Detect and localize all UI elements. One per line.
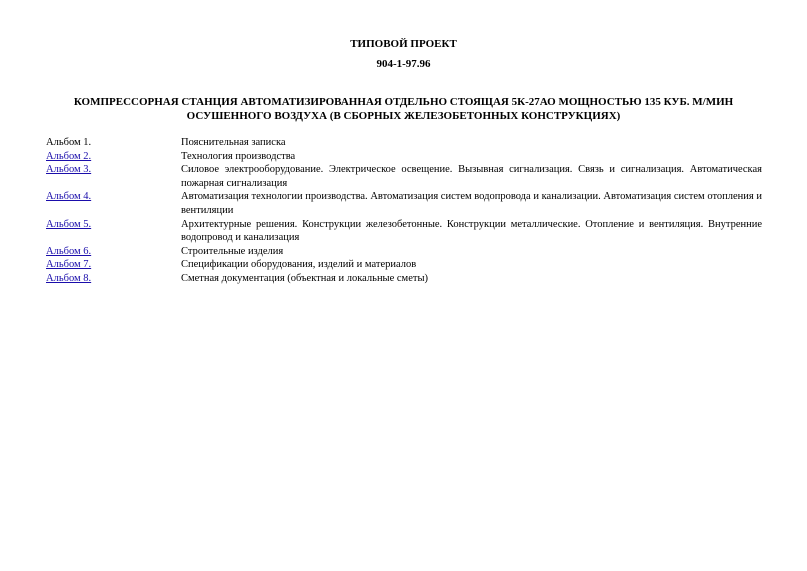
- album-link[interactable]: Альбом 2.: [46, 150, 92, 162]
- album-link[interactable]: Альбом 3.: [46, 164, 92, 176]
- album-row: [46, 136, 762, 150]
- album-link[interactable]: Альбом 8.: [46, 272, 92, 284]
- album-row: [46, 190, 762, 217]
- album-link[interactable]: Альбом 4.: [46, 191, 92, 203]
- album-description: Архитектурные решения. Конструкции железобетонные. Конструкции металлические. Отопление и вентиляция. Внутренние водопровод и канализация: [181, 218, 762, 244]
- document-heading: ТИПОВОЙ ПРОЕКТ: [350, 38, 457, 50]
- album-description: Технология производства: [181, 150, 296, 162]
- album-link[interactable]: Альбом 7.: [46, 259, 92, 271]
- album-description: Сметная документация (объектная и локальные сметы): [181, 272, 429, 284]
- project-number: 904-1-97.96: [376, 58, 431, 70]
- album-description: Автоматизация технологии производства. Автоматизация систем водопровода и канализации. Автоматизация систем отопления и вентиляции: [181, 191, 762, 216]
- album-row: [46, 218, 762, 245]
- album-row: [46, 245, 762, 259]
- album-row: [46, 258, 762, 272]
- album-label: Альбом 1.: [46, 137, 92, 148]
- album-description: Силовое электрооборудование. Электрическое освещение. Вызывная сигнализация. Связь и сигнализация. Автоматическая пожарная сигнализация: [181, 164, 762, 189]
- document-title: КОМПРЕССОРНАЯ СТАНЦИЯ АВТОМАТИЗИРОВАННАЯ ОТДЕЛЬНО СТОЯЩАЯ 5К-27АО МОЩНОСТЬЮ 135 КУБ. М/МИН ОСУШЕННОГО ВОЗДУХА (В СБОРНЫХ ЖЕЛЕЗОБЕТОННЫХ КОНСТРУКЦИЯХ): [73, 96, 734, 122]
- album-link[interactable]: Альбом 5.: [46, 218, 92, 230]
- album-row: [46, 272, 762, 286]
- album-description: Пояснительная записка: [181, 137, 286, 148]
- album-list: [46, 136, 762, 286]
- album-link[interactable]: Альбом 6.: [46, 245, 92, 257]
- album-description: Спецификации оборудования, изделий и материалов: [181, 259, 417, 271]
- album-row: [46, 163, 762, 190]
- album-row: [46, 150, 762, 164]
- album-description: Строительные изделия: [181, 245, 284, 257]
